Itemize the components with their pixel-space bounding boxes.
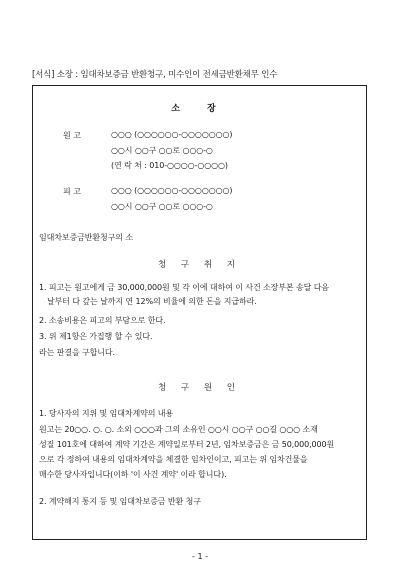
claim-line: 날부터 다 갚는 날까지 연 12%의 비율에 의한 돈을 지급하라. — [47, 297, 257, 306]
case-name: 임대차보증금반환청구의 소 — [39, 233, 133, 242]
defendant-name: ○○○ (○○○○○○-○○○○○○○) — [111, 186, 233, 195]
plaintiff-name: ○○○ (○○○○○○-○○○○○○○) — [111, 130, 233, 139]
plaintiff-address: ○○시 ○○구 ○○로 ○○○-○ — [111, 146, 213, 155]
reason-line: 원고는 20○○. ○. ○. 소외 ○○○과 그의 소유인 ○○시 ○○구 ○○길 ○○○ 소재 — [39, 425, 318, 434]
form-header: [서식] 소장 : 임대차보증금 반환청구, 미수인이 전세금반환채무 인수 — [32, 70, 278, 80]
document-title: 소 장 — [171, 104, 228, 114]
document-frame — [32, 85, 367, 540]
page-number: - 1 - — [192, 552, 208, 561]
reason-line: 매수한 당사자입니다(이하 '이 사건 계약' 이라 합니다). — [39, 470, 227, 479]
claim-line: 2. 소송비용은 피고의 부담으로 한다. — [39, 316, 166, 325]
reason-line: 2. 계약해지 통지 등 및 임대차보증금 반환 청구 — [39, 497, 201, 506]
reason-line: 으로 각 정하여 내용의 임대차계약을 체결한 임차인이고, 피고는 위 임차건물을 — [39, 455, 308, 464]
reason-line: 성질 101호에 대하여 계약 기간은 계약일로부터 2년, 임차보증금은 금 50,000,000원 — [39, 440, 335, 449]
reasons-section-title: 청 구 원 인 — [158, 383, 241, 393]
claim-line: 3. 위 제1항은 가집행 할 수 있다. — [39, 332, 153, 341]
reason-line: 1. 당사자의 지위 및 임대차계약의 내용 — [39, 409, 174, 418]
claim-line: 라는 판결을 구합니다. — [39, 348, 115, 357]
defendant-address: ○○시 ○○구 ○○로 ○○○-○ — [111, 202, 213, 211]
defendant-label: 피 고 — [63, 187, 81, 196]
plaintiff-label: 원 고 — [63, 131, 81, 140]
claims-section-title: 청 구 취 지 — [158, 260, 241, 270]
plaintiff-phone: (연 락 처 : 010-○○○○-○○○○) — [111, 161, 228, 170]
claim-line: 1. 피고는 원고에게 금 30,000,000원 및 각 이에 대하여 이 사건 소장부본 송달 다음 — [39, 283, 329, 292]
